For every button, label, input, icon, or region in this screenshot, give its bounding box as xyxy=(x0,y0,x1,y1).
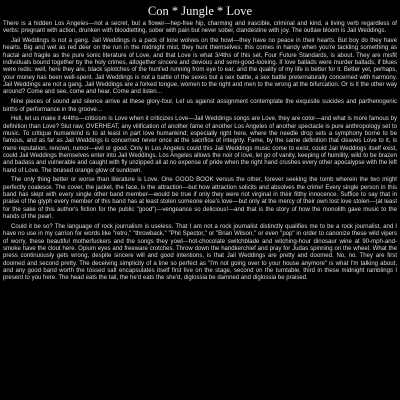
document-title: Con * Jungle * Love xyxy=(147,4,253,18)
paragraph: There is a hidden Los Angeles—not a secret, but a flower—hep-free hip, charming and irascible, criminal and kind, a living verb regardless of verbs: pregnant with action, drunken with bloodletting, sober with pain but never sober, clandestine with joy. The outlaw bloom is Jail Weddings. xyxy=(3,21,397,35)
paragraph: Nine pieces of sound and silence arrive at these glory-four. Let us against assignment contemplate the exquisite suicides and parthenogenic births of performance in the groove… xyxy=(3,99,397,113)
paragraph: Hell, let us make it 4/4ths—criticism is Love when it criticizes Love—Jail Weddings songs are Love, they are color—and what is more famous by definition than Love? Slut raw, OVERHEAT, any vilification of another fame of another Los Angeles of another spectacle is pure anthropology set to music. To critique humankind is to at least in part love humankind; especially right here, where the needle drop sets a symphony borne to be famous, and as far as Jail Weddings is concerned never once at the sacrifice of integrity. Fame, by the same definition that cleaves Love to it, is mere reputation, renown, rumor—evil or good. Only in Los Angeles could this Jail Weddings music come to exist, could Jail Weddings itself exist, could Jail Weddings themselves enter into Jail Weddings. Los Angeles allows the noir of love, let go of vanity, keeping of humility, wild to be brazen and badass and vulnerable and caught with fly unzipped all at no expense of pride when the right hand crushes every other apocalypse with the left hand of Love. The bruised orange glow of sundown. xyxy=(3,116,397,174)
paragraph: The only thing better or worse than literature is Love. One GOOD BOOK versus the other, forever seeking the tomb wherein the two might perfectly coalesce. The cover, the jacket, the face, is the attraction—but how attraction solicits and absolves the crime! Every single person in this band has slept with every single other band member—would be true if only they were not virginal in their filthy innocence. Suffice to say that in praise of the glyph every member of this band has at least stolen someone else's love—but only at the mercy of their own lost love stolen—(at least for the sake of this author's fiction for the public "good")—vengeance so delicious!—and that is the story of how the monolith gave music to the hands of the pearl. xyxy=(3,177,397,221)
document-body xyxy=(3,21,397,283)
paragraph: Jail Weddings is not a gang. Jail Weddings is a pack of lone wolves on the howl—they have no peace in their hearts. But boy do they have hearts. Big and wet as red deer on the run in the midnight mist, they hunt themselves; this comes in handy when you're tackling something as fractal and fragile as the pure sonic literature of Love, and that Love is what 3/4ths of this set, Four Future Standards, is about. They are misfit individuals bound together by the holy crimes, altogether sincere and devious and semi-good-looking. If love ballads were murder ballads, if blues were redis: well, here they are, black splotches of the hunt'ed running from eye to ear, and the quality of my life is better for it. Better yet, perhaps, your money has been well-spent. Jail Weddings is not a battle of the sexes but a sex battle, a sex battle preternaturally concerned with harmony. Jail Weddings are not a gang. Jail Weddings are a forked tongue, women to the right and men to the wrong at the bifurcation. Or is it the other way around? Come and see, come and hear. Come and listen… xyxy=(3,38,397,96)
paragraph: Could it be so? The language of rock journalism is useless. That I am not a rock journalist distinctly qualifies me to be a rock journalist, and I have no use in my carrion for words like "retro," "throwback," "Phil Spector," or "Brian Wilson," or even "pop" in order to canonize these wild vipers of worry, these beautiful motherfuckers and the songs they yowl—hot-chocolate switchblade and witching-hour dinosaur wine at 90-mph-and-smoke have the clout here. Opium eyes and freeware crotches. Throw down the handkerchief and pray for Judas spinning on the wheel. What the press continuously gets wrong, despite sincere will and good intentions, is that Jail Weddings are pretty and doomed. No, no. They are first doomed and second pretty. The deceiving simplicity of a line so perfect as "I'm not going over to your house anymore" is what I'm talking about, and any good band worth the tossed salt encapsulates itself first live on the stage, second on the turntable, third in these midnight ramblings I present to you here. The head eats the tail, the he'd eats the she'd, diglossia be damned and diglossia be praised. xyxy=(3,223,397,282)
